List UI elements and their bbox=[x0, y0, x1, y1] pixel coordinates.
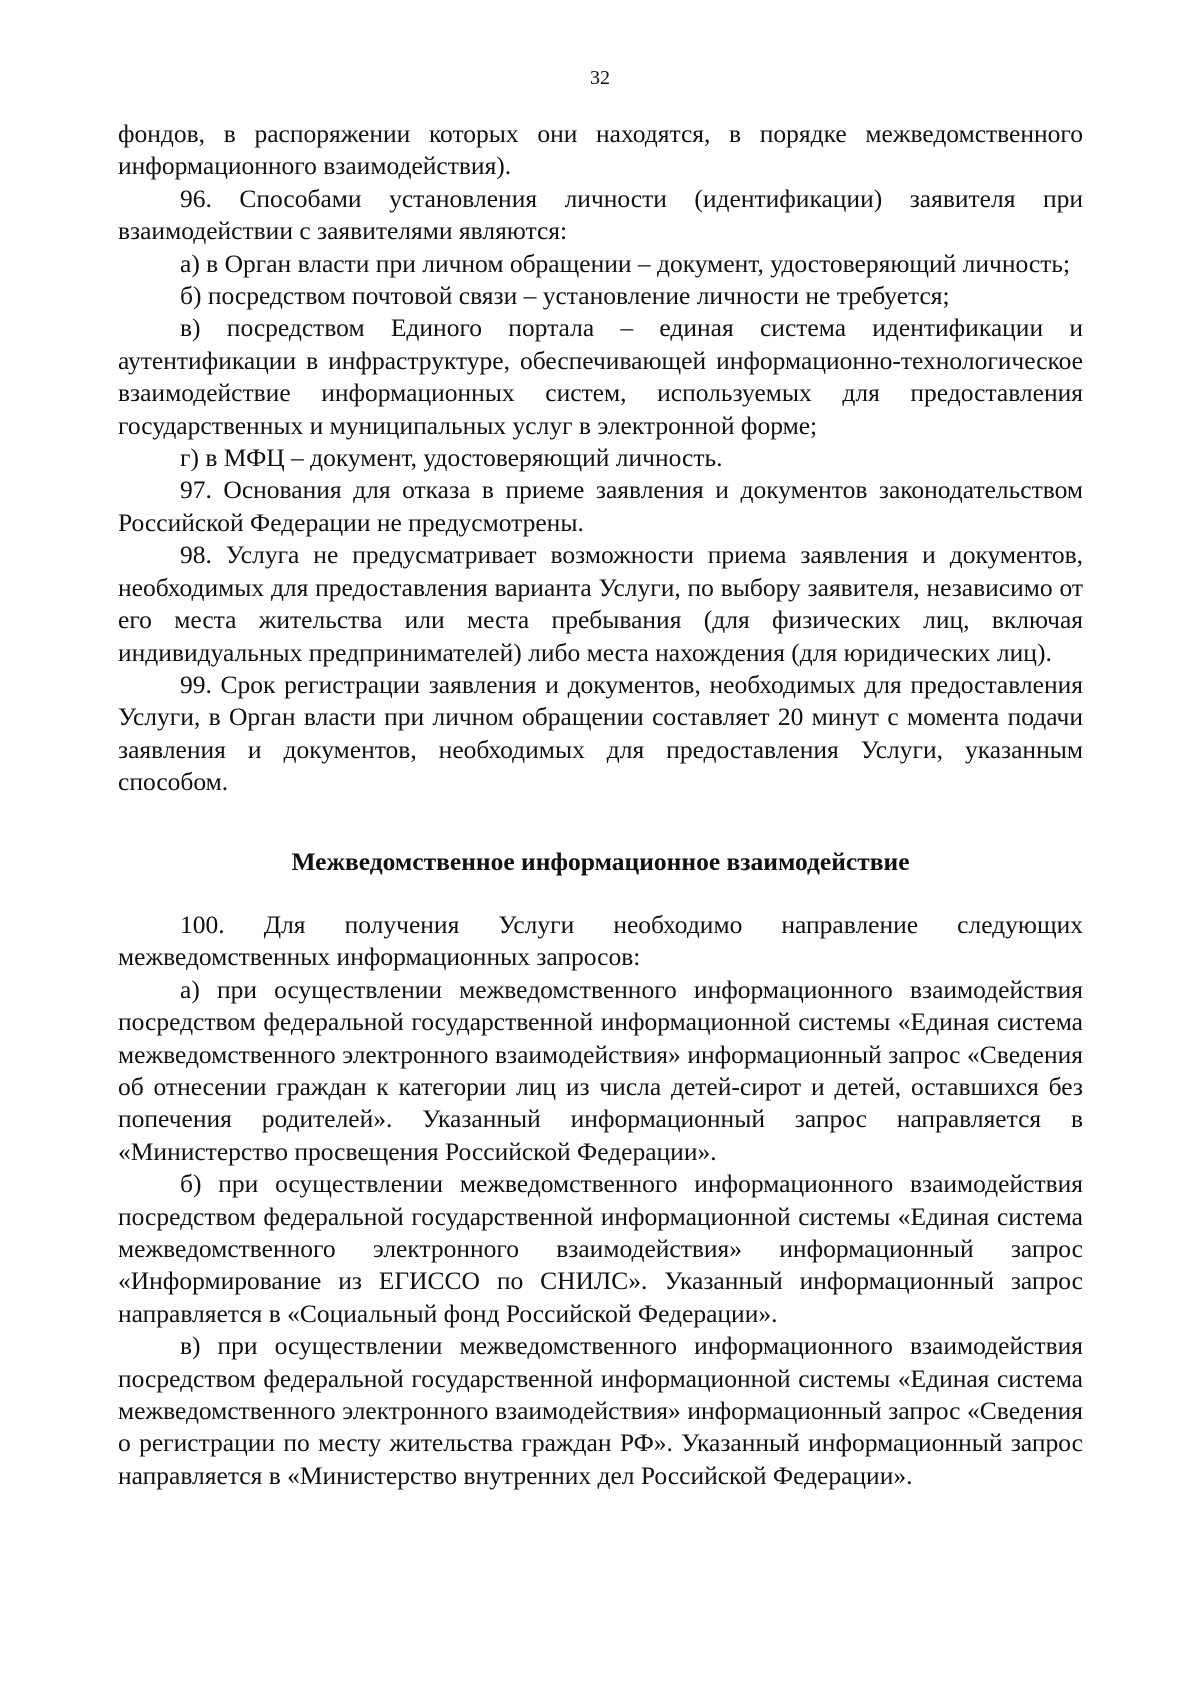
paragraph-96-b: б) посредством почтовой связи – установление личности не требуется; bbox=[180, 281, 950, 311]
paragraph-continuation: фондов, в распоряжении которых они находятся, в порядке межведомственного информационного взаимодействия). bbox=[118, 119, 1083, 181]
paragraph-100: 100. Для получения Услуги необходимо направление следующих межведомственных информационных запросов: bbox=[118, 909, 1083, 972]
section-heading: Межведомственное информационное взаимодействие bbox=[291, 846, 910, 876]
paragraph-98: 98. Услуга не предусматривает возможности приема заявления и документов, необходимых для предоставления варианта Услуги, по выбору заявителя, независимо от его места жительства или места пребывания (для физических лиц, включая индивидуальных предпринимателей) либо места нахождения (для юридических лиц). bbox=[118, 540, 1083, 667]
paragraph-96-a: а) в Орган власти при личном обращении – документ, удостоверяющий личность; bbox=[180, 248, 1071, 278]
paragraph-99: 99. Срок регистрации заявления и документов, необходимых для предоставления Услуги, в Орган власти при личном обращении составляет 20 минут с момента подачи заявления и документов, необходимых для предоставления Услуги, указанным способом. bbox=[118, 669, 1083, 797]
document-body bbox=[118, 118, 1083, 1492]
paragraph-96-c: в) посредством Единого портала – единая система идентификации и аутентификации в инфраструктуре, обеспечивающей информационно-технологическое взаимодействие информационных систем, используемых для предоставления государственных и муниципальных услуг в электронной форме; bbox=[118, 313, 1083, 440]
paragraph-100-b: б) при осуществлении межведомственного информационного взаимодействия посредством федеральной государственной информационной системы «Единая система межведомственного электронного взаимодействия» информационный запрос «Информирование из ЕГИССО по СНИЛС». Указанный информационный запрос направляется в «Социальный фонд Российской Федерации». bbox=[118, 1169, 1083, 1328]
paragraph-97: 97. Основания для отказа в приеме заявления и документов законодательством Российской Федерации не предусмотрены. bbox=[118, 475, 1083, 537]
page-number: 32 bbox=[590, 67, 610, 89]
paragraph-96-d: г) в МФЦ – документ, удостоверяющий личность. bbox=[180, 443, 723, 473]
paragraph-96: 96. Способами установления личности (идентификации) заявителя при взаимодействии с заявителями являются: bbox=[118, 183, 1083, 246]
paragraph-100-c: в) при осуществлении межведомственного информационного взаимодействия посредством федеральной государственной информационной системы «Единая система межведомственного электронного взаимодействия» информационный запрос «Сведения о регистрации по месту жительства граждан РФ». Указанный информационный запрос направляется в «Министерство внутренних дел Российской Федерации». bbox=[118, 1331, 1083, 1490]
paragraph-100-a: а) при осуществлении межведомственного информационного взаимодействия посредством федеральной государственной информационной системы «Единая система межведомственного электронного взаимодействия» информационный запрос «Сведения об отнесении граждан к категории лиц из числа детей-сирот и детей, оставшихся без попечения родителей». Указанный информационный запрос направляется в «Министерство просвещения Российской Федерации». bbox=[118, 974, 1083, 1166]
